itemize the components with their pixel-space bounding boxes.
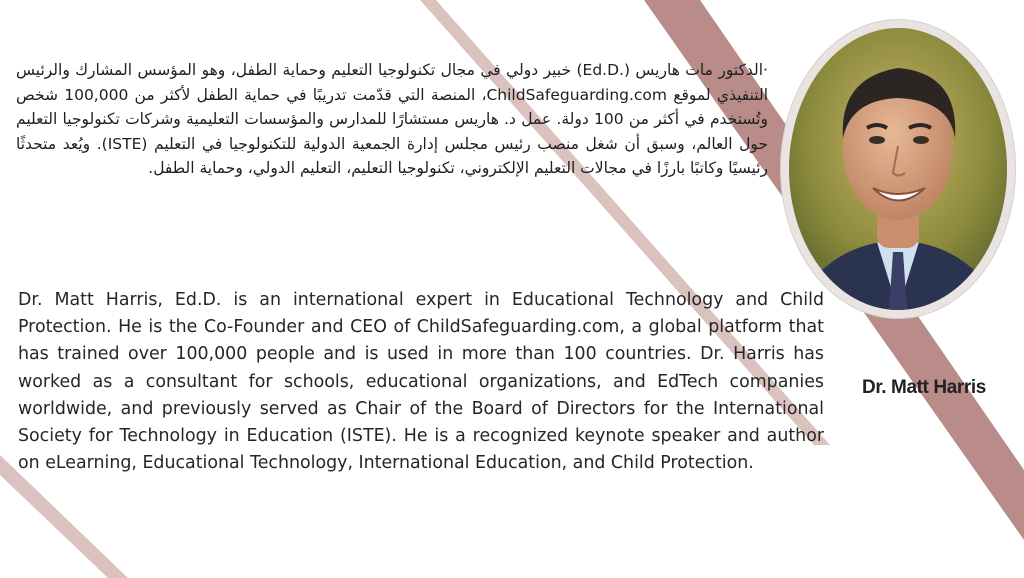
profile-name: Dr. Matt Harris [862, 377, 986, 398]
profile-photo [789, 28, 1007, 310]
bio-arabic: ·الدكتور مات هاريس (.Ed.D) خبير دولي في مجال تكنولوجيا التعليم وحماية الطفل، وهو المؤسس المشارك والرئيس التنفيذي لموقع ChildSafeguarding.com، المنصة التي قدّمت تدريبًا في حماية الطفل لأكثر من 100,000 شخص وتُستخدم في أكثر من 100 دولة. عمل د. هاريس مستشارًا للمدارس والمؤسسات التعليمية وشركات تكنولوجيا التعليم حول العالم، وسبق أن شغل منصب رئيس مجلس إدارة الجمعية الدولية للتكنولوجيا في التعليم (ISTE). ويُعد متحدثًا رئيسيًا وكاتبًا بارزًا في مجالات التعليم الإلكتروني، تكنولوجيا التعليم، التعليم الدولي، وحماية الطفل. [16, 61, 768, 178]
bio-english: Dr. Matt Harris, Ed.D. is an international expert in Educational Technology and Child Protection. He is the Co-Founder and CEO of ChildSafeguarding.com, a global platform that has trained over 100,000 people and is used in more than 100 countries. Dr. Harris has worked as a consultant for schools, educational organizations, and EdTech companies worldwide, and previously served as Chair of the Board of Directors for the International Society for Technology in Education (ISTE). He is a recognized keynote speaker and author on eLearning, Educational Technology, International Education, and Child Protection. [18, 290, 824, 474]
